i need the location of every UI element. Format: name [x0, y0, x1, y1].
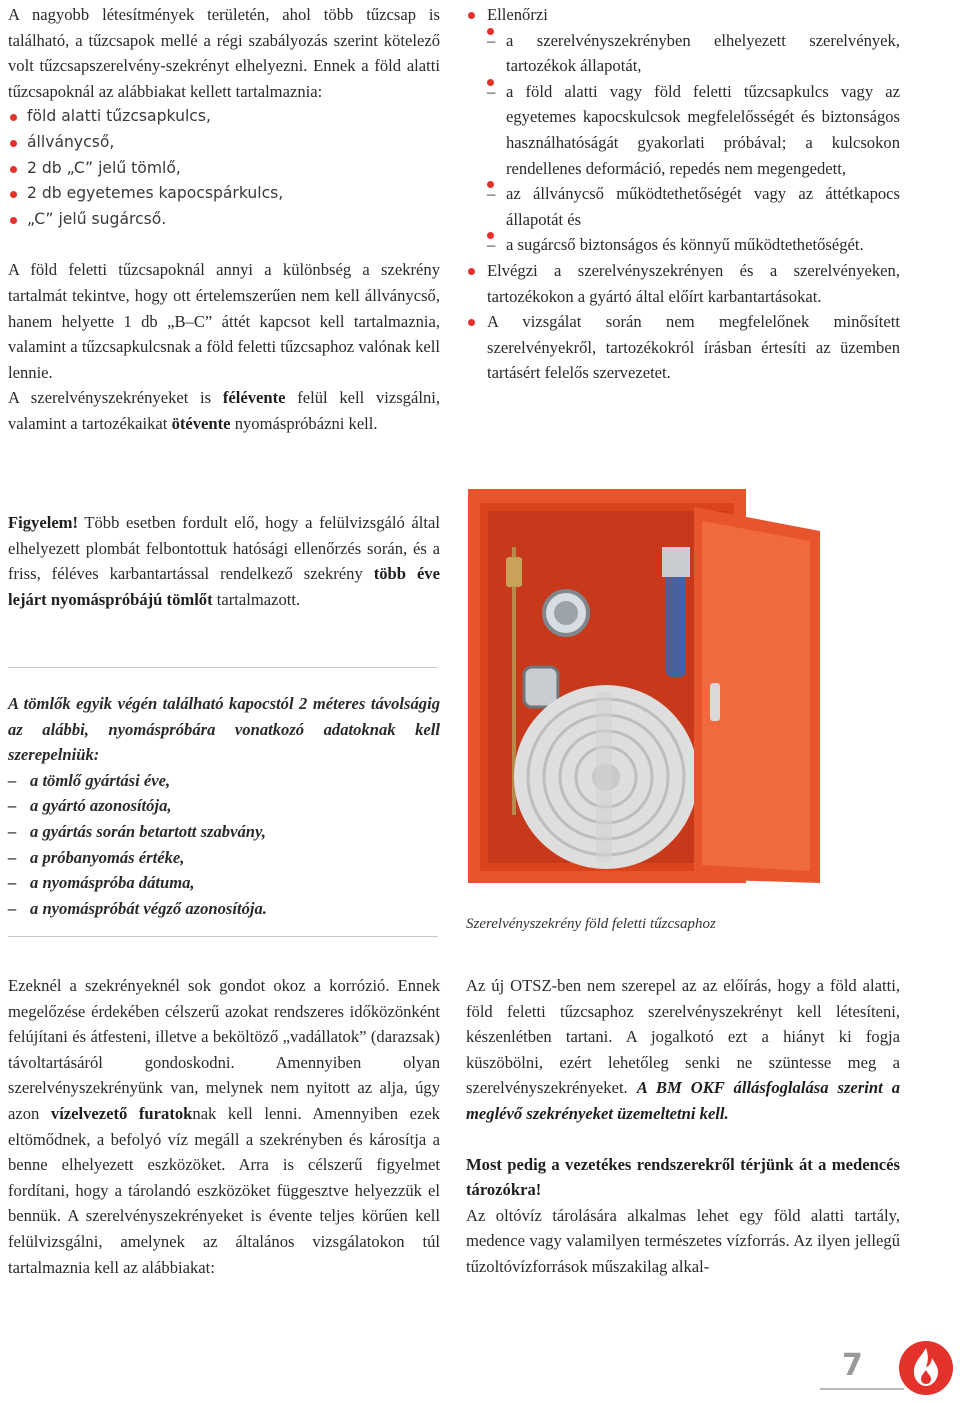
above-ground-paragraph: A föld feletti tűzcsapoknál annyi a különbség a szekrény tartalmát tekintve, hogy ott értelemszerűen nem kell állványcső, hanem helyette 1 db „B–C” áttét kapcsot kell tartalmaznia, valamint a tűzcsapkulcsnak a föld feletti tűzcsaphoz valónak kell lennie. — [8, 260, 440, 382]
text: nak kell lenni. Amennyiben ezek eltömődnek, a befolyó víz megáll a szekrényben és károsítja a benne elhelyezett eszközöket. Arra is célszerű figyelmet fordítani, hogy a tárolandó eszközöket függesztve helyezzük el bennük. A szerelvényszekrényeket is évente teljes körűen kell felülvizsgálni, amelynek az általános vizsgálatokon túl tartalmaznia kell az alábbiakat: — [8, 1103, 440, 1277]
list-item: – a sugárcső biztonságos és könnyű működtethetőségét. — [487, 232, 900, 258]
intro-paragraph: A nagyobb létesítmények területén, ahol több tűzcsap is található, a tűzcsapok mellé a régi szabályozás szerint kötelező volt tűzcsapszerelvény-szekrényt elhelyezni. Ennek a föld alatti tűzcsapoknál az alábbiakat kellett tartalmaznia: — [8, 5, 440, 101]
list-item: „C” jelű sugárcső. — [8, 207, 440, 233]
list-item: 2 db „C” jelű tömlő, — [8, 156, 440, 182]
corrosion-paragraph — [8, 973, 440, 1280]
list-item: 2 db egyetemes kapocspárkulcs, — [8, 181, 440, 207]
check-sublist — [487, 28, 900, 258]
warning-label: Figyelem! — [8, 513, 79, 532]
list-item: – a gyártó azonosítója, — [8, 793, 440, 819]
corrosion-block — [8, 973, 440, 1280]
list-item — [466, 2, 900, 258]
list-item: – a nyomáspróbát végző azonosítója. — [8, 896, 440, 922]
list-item: – a tömlő gyártási éve, — [8, 768, 440, 794]
list-item: – a nyomáspróba dátuma, — [8, 870, 440, 896]
divider — [8, 667, 438, 668]
five-yearly: ötévente — [171, 413, 231, 433]
text: tartalmazott. — [212, 589, 301, 609]
hose-marking-callout — [8, 691, 440, 921]
text: A szerelvényszekrényeket is — [8, 388, 223, 408]
section-heading — [466, 1152, 900, 1203]
list-item: Elvégzi a szerelvényszekrényen és a szerelvényeken, tartozékokon a gyártó által előírt karbantartásokat. — [466, 258, 900, 309]
photo-caption: Szerelvényszekrény föld feletti tűzcsaphoz — [466, 916, 716, 932]
list-item: – a szerelvényszekrényben elhelyezett szerelvények, tartozékok állapotát, — [487, 28, 900, 79]
list-item: – az állványcső működtethetőségét vagy az áttétkapocs állapotát és — [487, 181, 900, 232]
warning-block — [8, 510, 440, 612]
half-yearly: félévente — [222, 388, 286, 408]
list-item: – a föld alatti vagy föld feletti tűzcsapkulcs vagy az egyetemes kapocskulcsok megfelelősségét és biztonságos használhatóságát gyakorlati próbával; a kulcsokon rendellenes deformáció, repedés nem megengedett, — [487, 79, 900, 181]
otsz-block — [466, 973, 900, 1280]
warning-emphasis: több éve lejárt nyomáspróbájú tömlőt — [8, 564, 440, 609]
check-label: Ellenőrzi — [487, 5, 548, 24]
inspection-paragraph — [8, 385, 440, 436]
text: felül kell vizsgálni, valamint a tartozékaikat — [8, 388, 440, 433]
text: Több esetben fordult elő, hogy a felülvizsgáló által elhelyezett plombát felbontottuk hatósági ellenőrzés során, és a friss, féléves karbantartással rendelkező szekrény — [8, 513, 440, 584]
text: Ezeknél a szekrényeknél sok gondot okoz a korrózió. Ennek megelőzése érdekében célszerű azokat rendszeres időközönként felújítani és átfesteni, illetve a beköltöző „vadállatok” (darazsak) távoltartásáról gondoskodni. Amennyiben olyan szerelvényszekrényünk van, melynek nem nyitott az alja, úgy azon — [8, 976, 440, 1123]
left-column-top — [8, 2, 440, 437]
drain-holes: vízelvezető furatok — [50, 1103, 193, 1123]
list-item: A vizsgálat során nem megfelelőnek minősített szerelvényekről, tartozékokról írásban értesíti az üzemben tartásért felelős szervezetet. — [466, 309, 900, 386]
flame-logo-icon — [898, 1340, 954, 1396]
list-item: állványcső, — [8, 130, 440, 156]
page-number: 7 — [842, 1348, 863, 1383]
hydrant-cabinet-photo — [466, 487, 830, 885]
cabinet-contents-list — [8, 104, 440, 232]
divider — [8, 936, 438, 937]
callout-intro: A tömlők egyik végén található kapocstól 2 méteres távolságig az alábbi, nyomáspróbára vonatkozó adatoknak kell szerepelniük: — [8, 694, 440, 765]
warning-paragraph — [8, 510, 440, 612]
callout-list — [8, 768, 440, 922]
list-item: föld alatti tűzcsapkulcs, — [8, 104, 440, 130]
text: nyomáspróbázni kell. — [230, 413, 378, 433]
heading-text: Most pedig a vezetékes rendszerekről térjünk át a medencés tározókra! — [466, 1154, 900, 1200]
tank-paragraph: Az oltóvíz tárolására alkalmas lehet egy föld alatti tartály, medence vagy valamilyen természetes vízforrás. Az ilyen jellegű tűzoltóvízforrások műszakilag alkal- — [466, 1205, 900, 1276]
okf-statement: A BM OKF állásfoglalása szerint a meglévő szekrényeket üzemeltetni kell. — [466, 1078, 900, 1123]
inspection-list — [466, 2, 900, 386]
right-column-top — [466, 2, 900, 386]
otsz-paragraph — [466, 973, 900, 1127]
page-number-rule — [820, 1388, 904, 1390]
list-item: – a próbanyomás értéke, — [8, 845, 440, 871]
list-item: – a gyártás során betartott szabvány, — [8, 819, 440, 845]
text: Az új OTSZ-ben nem szerepel az az előírás, hogy a föld alatti, föld feletti tűzcsaphoz szerelvényszekrényt kell létesíteni, készenlétben tartani. A jogalkotó ezt a hiányt ki fogja küszöbölni, ezért lehetőleg senki ne szüntesse meg a szerelvényszekrényeket. — [466, 976, 900, 1098]
